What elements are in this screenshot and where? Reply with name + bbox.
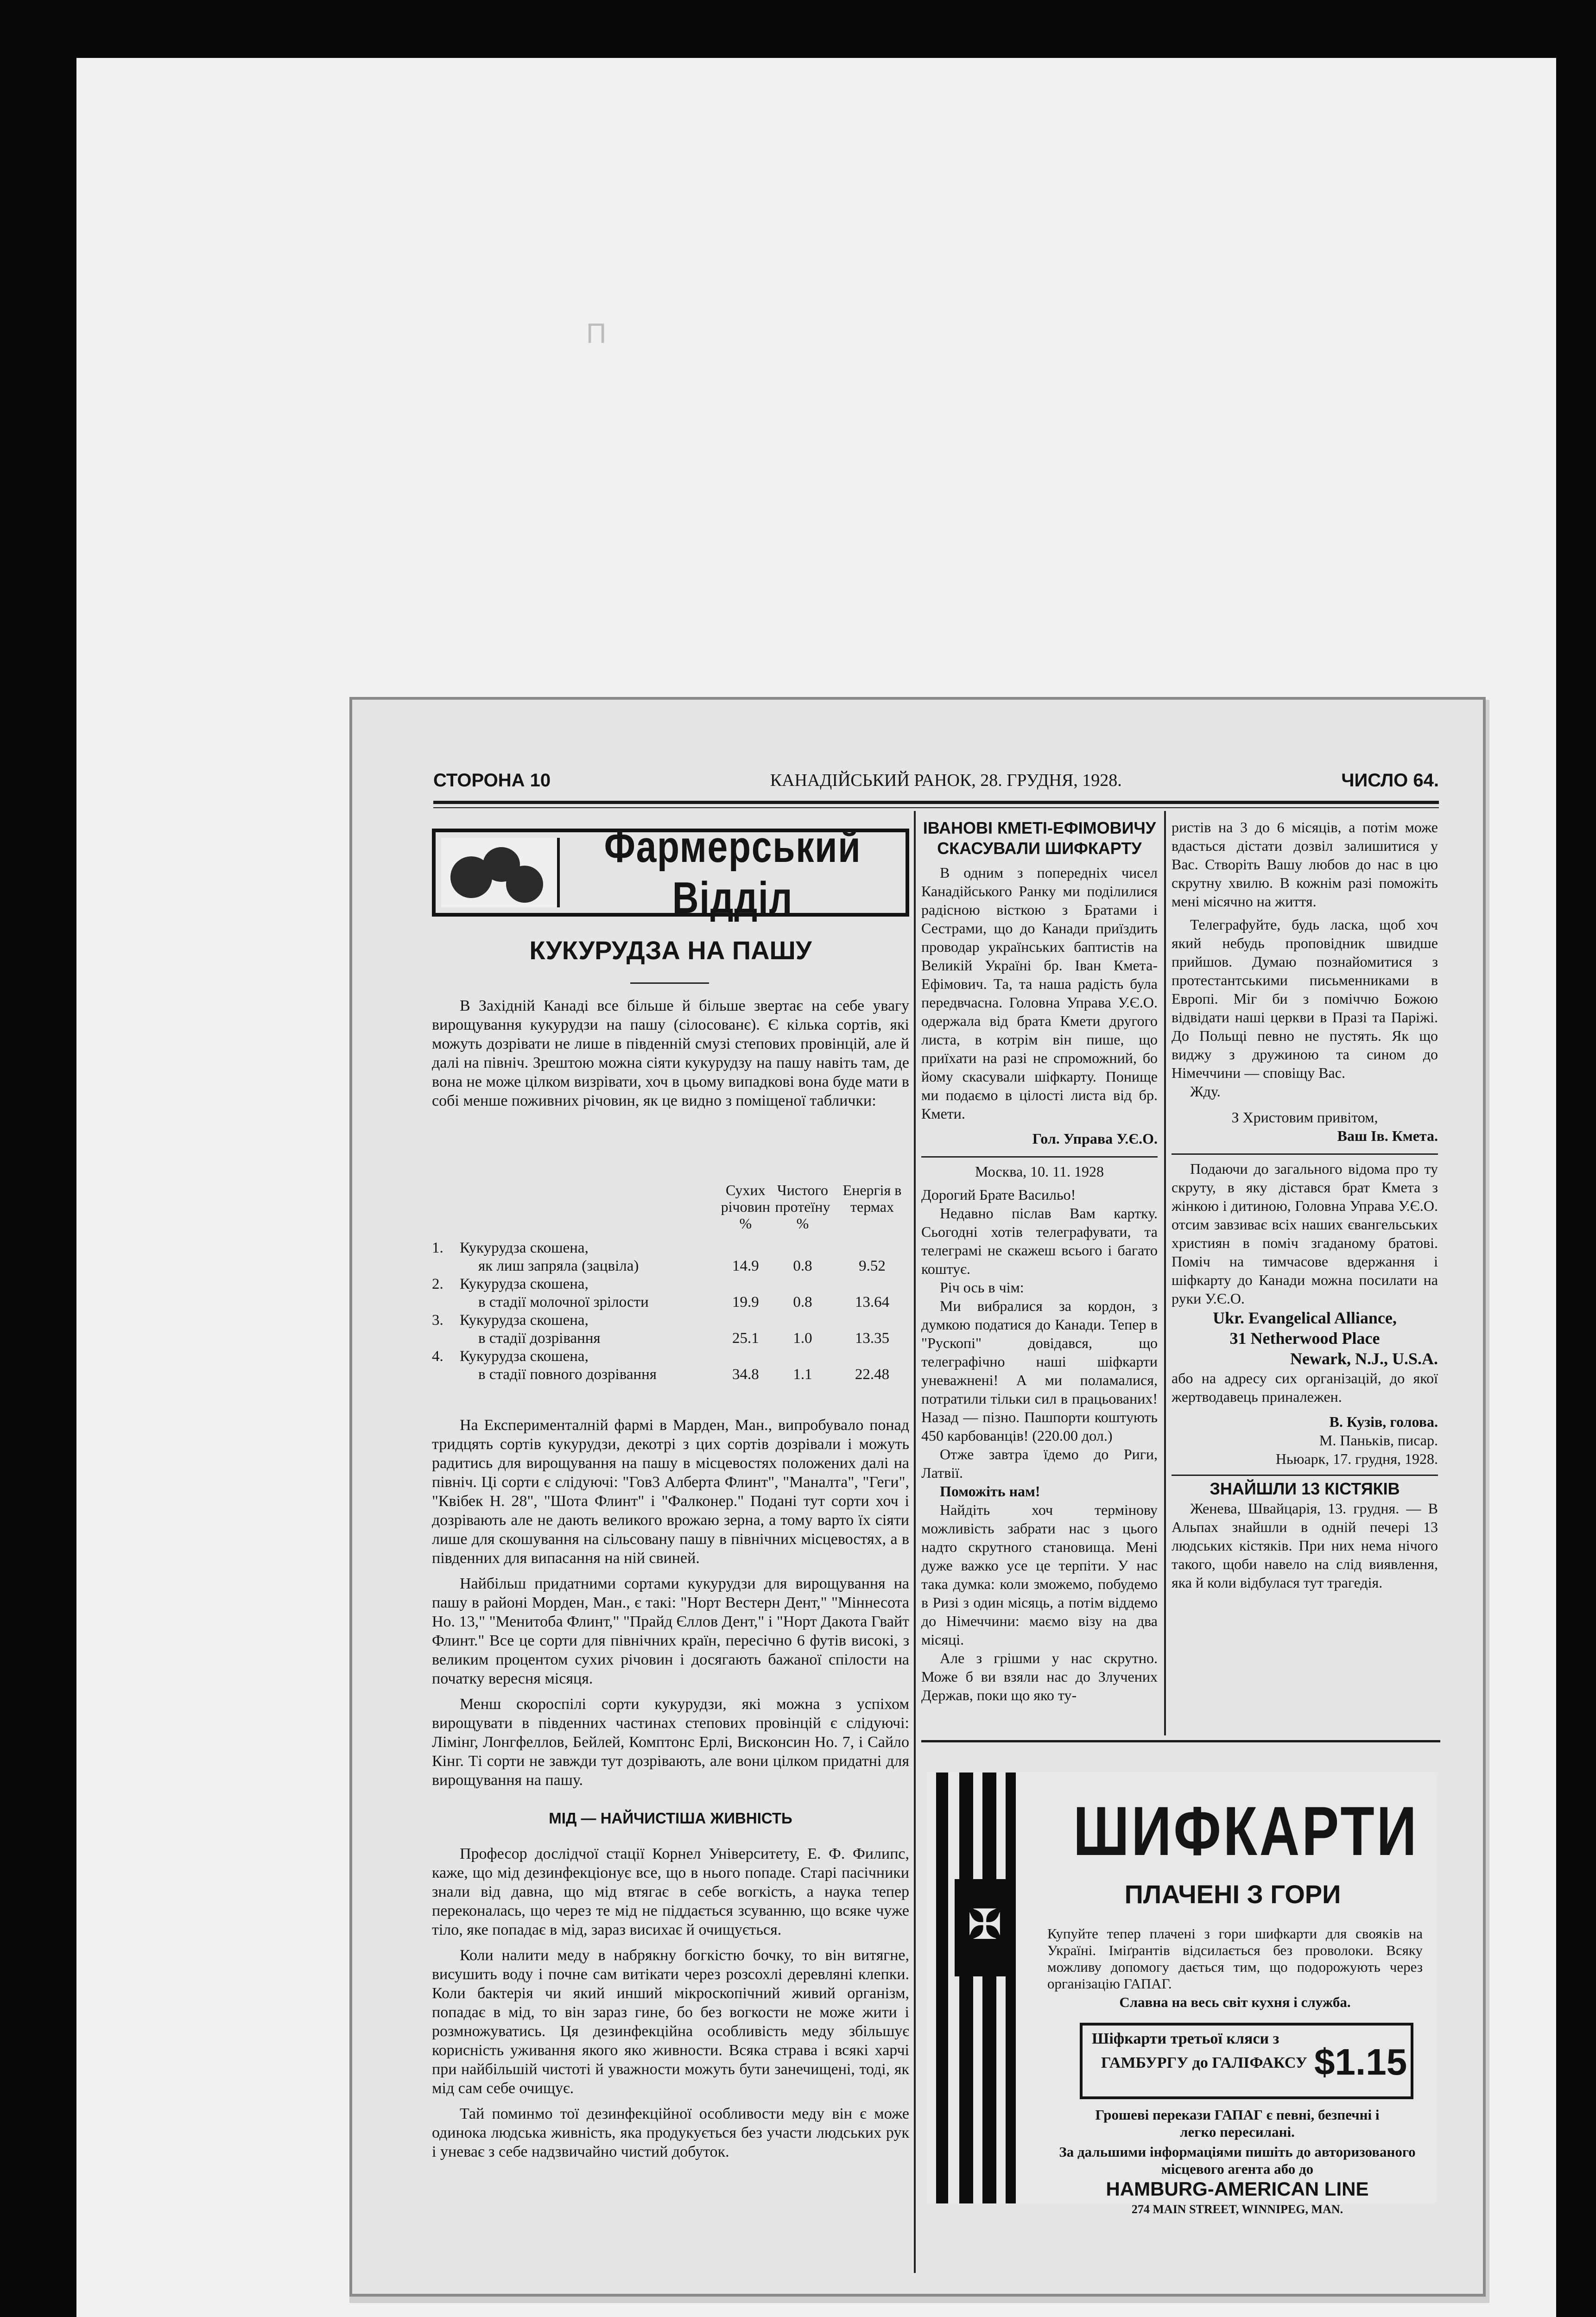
appeal-paragraph-2: або на адресу сих організацій, до якої жертводавець приналежен. [1172, 1370, 1438, 1405]
section-title: Фармерський Відділ [604, 822, 861, 923]
table-row: 3. Кукурудза скошена, [432, 1312, 589, 1329]
corn-paragraph-2: На Експерименталній фармі в Марден, Ман., випробувало понад тридцять сортів кукурудзи, декотрі з цих сортів дозрівали і можуть радитись для вирощування на пашу в місцевостях положених далі на північ. Ці сорти є слідуючі: "Гов3 Алберта Флинт", "Маналта", "Геги", "Квібек Н. 28", "Шота Флинт" і "Фалконер." Подані тут сорти хоч і дозрівають але не дають великого врожаю зерна, а тому варто їх сіяти лише для скошування на сільсовану пашу в північних місцевостях, а в південних для випасання на ній свиней. [432, 1417, 909, 1567]
price-line-1: Шіфкарти третьої кляси з [1092, 2030, 1279, 2047]
section-banner [432, 822, 909, 923]
ad-info: За дальшими інформаціями пишіть до авторизованого місцевого агента або до [1059, 2144, 1416, 2177]
ad-subhead: ПЛАЧЕНІ З ГОРИ [1124, 1880, 1341, 1909]
letter-title: ІВАНОВІ КМЕТІ-ЕФІМОВИЧУ СКАСУВАЛИ ШИФКАРТУ [923, 818, 1156, 858]
table-row: 1. Кукурудза скошена, [432, 1240, 589, 1256]
corn-article-body [432, 1416, 909, 1790]
newspaper-page [352, 700, 1483, 2294]
ad-body-text: Купуйте тепер плачені з гори шифкарти для свояків на Україні. Іміґрантів відсилається без проволоки. Всяку можливу допомогу дається тим, що подорожують через організацію ГАПАГ. [1047, 1925, 1423, 1992]
film-mark: П [586, 318, 607, 349]
ad-body [1047, 1925, 1423, 2011]
letter-continuation [1172, 818, 1438, 1592]
letter-sig: Ваш Ів. Кмета. [1337, 1127, 1438, 1144]
skeletons-title: ЗНАЙШЛИ 13 КІСТЯКІВ [1172, 1475, 1438, 1499]
corn-paragraph-3: Найбільш придатними сортами кукурудзи для вирощування на пашу в районі Морден, Ман., є такі: "Норт Вестерн Дент," "Міннесота Но. 13," "Менитоба Флинт," "Прайд Єллов Дент," і "Норт Дакота Гвайт Флинт." Все це сорти для північних країн, пересічно 6 футів високі, з великим процентом сухих річовин і досягають бажаної спілости на початку вересня місяця. [432, 1575, 909, 1687]
letter-greeting: Дорогий Брате Васильо! [921, 1186, 1076, 1203]
issue-number: ЧИСЛО 64. [1341, 770, 1439, 791]
shipping-advertisement [927, 1773, 1437, 2216]
title-rule [630, 982, 709, 984]
letter-paragraph-5: Найдіть хоч термінову можливість забрати нас з цього надто скрутного становища. Мені дуже важко усе це терпіти. У нас така думка: коли зможемо, побудемо в Ризі з один місяць, а потім віддемо до Німеччини: маємо візу на два місяці. [921, 1501, 1158, 1648]
corn-intro-paragraph: В Західній Канаді все більше й більше звертає на себе увагу вирощування кукурудзи на пашу (сілосованє). Є кілька сортів, які можуть дозрівати не лише в південній смузі степових провінцій, але й далі на північ. Зрештою можна сіяти кукурудзу на пашу навіть там, де вона не може цілком визрівати, хоч в цьому випадкові вона буде мати в собі менше поживних річовин, як це видно з поміщеної таблички: [432, 997, 909, 1109]
honey-paragraph-1: Професор дослідчої стації Корнел Університету, Е. Ф. Филипс, каже, що мід дезинфекціонує все, що в нього попаде. Старі пасічники знали від давна, що мід втягає в себе вогкість, а наука тепер переконалась, що через те мід не піддається зсуванню, що всяке чуже тіло, яке попадає в мід, зараз висихає й очищується. [432, 1845, 909, 1938]
ad-remit-2: легко пересилані. [1180, 2124, 1295, 2140]
alliance-line-1: Ukr. Evangelical Alliance, [1213, 1309, 1397, 1327]
letter-paragraph-1: Недавно післав Вам картку. Сьогодні хотів телеграфувати, та телеграмі не скажеш всього і багато коштує. [921, 1205, 1158, 1277]
alliance-line-2: 31 Netherwood Place [1229, 1329, 1380, 1348]
header-rule [433, 801, 1439, 804]
price-box [1080, 2023, 1413, 2099]
ad-footer [1047, 2106, 1427, 2218]
page-header [433, 769, 1439, 791]
letter-article [921, 818, 1158, 1704]
letter-regards: З Христовим привітом, [1231, 1109, 1378, 1126]
officer-1: В. Кузів, голова. [1329, 1413, 1438, 1430]
corn-article-title: КУКУРУДЗА НА ПАШУ [529, 936, 812, 965]
letter-paragraph-4: Отже завтра їдемо до Риги, Латвії. [921, 1446, 1158, 1481]
column-divider-2 [1164, 811, 1166, 1735]
honey-article-title: МІД — НАЙЧИСТІША ЖИВНІСТЬ [549, 1810, 792, 1827]
honey-paragraph-3: Тай поминмо тої дезинфекційної особливости меду він є може одинока людська живність, яка продукується без участи людських рук і уневає з себе надзвичайно чистий добуток. [432, 2105, 909, 2160]
header-rule-thin [433, 807, 1439, 808]
corn-article-intro [432, 996, 909, 1110]
letter-help: Поможіть нам! [940, 1483, 1040, 1500]
ad-slogan: Славна на весь світ кухня і служба. [1119, 1994, 1351, 2010]
letter-paragraph-3: Ми вибралися за кордон, з думкою податися до Канади. Тепер в "Рускопі" довідався, що телеграфічно наші шіфкарти уневажнені! А ми поламалися, потратили тільки сил в працьованих! Назад — пізно. Пашпорти коштують 450 карбованців! (220.00 дол.) [921, 1298, 1158, 1444]
eagle-emblem-icon: ✠ [955, 1879, 1015, 1976]
skeletons-text: Женева, Швайцарія, 13. грудня. — В Альпах знайшли в одній печері 13 людських кістяків. При них нема нічого такого, щоби навело на слід виявлення, яка й коли відбулася тут трагедія. [1172, 1500, 1438, 1591]
ad-remit-1: Грошеві перекази ГАПАГ є певні, безпечні і [1095, 2107, 1380, 2123]
ad-stripes [927, 1773, 1020, 2203]
microfilm-frame [76, 58, 1556, 2317]
appeal-paragraph: Подаючи до загального відома про ту скруту, в яку дістався брат Кмета з жінкою і дитиною, Головна Управа У.Є.О. отсим завзиває всіх наших євангельських християн в поміч згаданому братові. Поміч на тимчасове вдержання і шіфкарту до Канади можна посилати на руки У.Є.О. [1172, 1153, 1438, 1308]
column-divider-1 [914, 811, 916, 2273]
table-row: 4. Кукурудза скошена, [432, 1348, 589, 1365]
col-header-protein: Чистого протеїну % [775, 1182, 830, 1232]
honey-paragraph-2: Коли налити меду в набрякну богкістю бочку, то він витягне, висушить воду і почне сам витікати через розсохлі деревляні клепки. Коли бактерія чи який инший мікроскопічний живий організм, попадає в мід, то він зараз гине, бо без вогкости не може жити і розмножуватись. Ця дезинфекційна особливість меду збільшує корисність уживання якого яко живности. Всяка страва і всякі харчі при найбільшій чистоті й уважности можуть бути занечищені, тоді, як мід сам себе очищує. [432, 1947, 909, 2097]
vegetable-illustration-icon [441, 838, 560, 907]
ad-top-rule [921, 1740, 1440, 1742]
honey-article-body [432, 1844, 909, 2161]
table-row: 2. Кукурудза скошена, [432, 1276, 589, 1292]
letter-c3-paragraph-2: Телеграфуйте, будь ласка, щоб хоч який небудь проповідник швидше прийшов. Думаю познайомитися з протестантськими письменниками в Европі. Міг би з поміччю Божою відвідати наші церкви в Празі та Паріжі. До Польщі певно не пустять. Як що виджу з дружиною та сином до Німеччини — сповіщу Вас. [1172, 916, 1438, 1081]
letter-wait: Жду. [1190, 1083, 1221, 1100]
letter-place-date: Москва, 10. 11. 1928 [921, 1156, 1158, 1181]
col-header-energy: Енергія в термах [842, 1182, 902, 1215]
alliance-line-3: Newark, N.J., U.S.A. [1290, 1349, 1438, 1368]
masthead: КАНАДІЙСЬКИЙ РАНОК, 28. ГРУДНЯ, 1928. [770, 771, 1122, 790]
page-number: СТОРОНА 10 [433, 770, 551, 791]
officer-date: Ньюарк, 17. грудня, 1928. [1275, 1450, 1438, 1467]
letter-paragraph-2: Річ ось в чім: [940, 1279, 1024, 1296]
letter-intro: В одним з попередніх чисел Канадійського Ранку ми поділилися радісною вісткою з Братами і Сестрами, що до Канади приїздить проводар українських баптистів на Великій Україні бр. Іван Кмета-Ефімович. Та, та наша радість була передвчасна. Головна Управа У.Є.О. одержала від брата Кмети другого листа, в котрім він пише, що приїхати на разі не спроможний, бо йому скасували шіфкарту. Понище ми подаємо в цілості листа від бр. Кмети. [921, 864, 1158, 1122]
letter-c3-paragraph-1: ристів на 3 до 6 місяців, а потім може вдасться дістати дозвіл залишитися у Вас. Створіть Вашу любов до нас в цю скрутну хвилю. В кожнім разі поможіть мені місячно на життя. [1172, 819, 1438, 910]
ad-address: 274 MAIN STREET, WINNIPEG, MAN. [1131, 2203, 1343, 2216]
ad-headline: ШИФКАРТИ [1073, 1792, 1419, 1870]
corn-paragraph-4: Менш скороспілі сорти кукурудзи, які можна з успіхом вирощувати в південних частинах степових провінцій є слідуючі: Лімінг, Лонгфеллов, Бейлей, Комптонс Ерлі, Висконсин Но. 7, і Сайло Кінг. Ті сорти не завжди тут дозрівають, але вони цілком придатні для вирощування на пашу. [432, 1696, 909, 1789]
officer-2: М. Паньків, писар. [1319, 1432, 1438, 1449]
letter-paragraph-6: Але з грішми у нас скрутно. Може б ви взяли нас до Злучених Держав, поки що яко ту- [921, 1650, 1158, 1703]
ad-company: HAMBURG-AMERICAN LINE [1106, 2178, 1369, 2200]
col-header-dry: Сухих річовин % [721, 1182, 770, 1232]
price-amount: $1.15 [1314, 2041, 1407, 2083]
nutrition-table: Сухих річовин % Чистого протеїну % Енергія в термах 1. Кукурудза скошена, як лиш запряла (зацвіла) 14.9 0.8 9.52 2. Кукурудза скошена, в стадії молочної зрілости 19.9 0.8 13.64 3. Кукурудза скошена, в стадії дозрівання 25.1 1.0 13.35 4. Кукурудза скошена, в стадії повного дозрівання 34.8 1.1 22.48 [432, 1182, 909, 1384]
price-line-2: ГАМБУРГУ до ГАЛІФАКСУ [1101, 2054, 1307, 2071]
letter-signature-board: Гол. Управа У.Є.О. [1032, 1130, 1158, 1147]
